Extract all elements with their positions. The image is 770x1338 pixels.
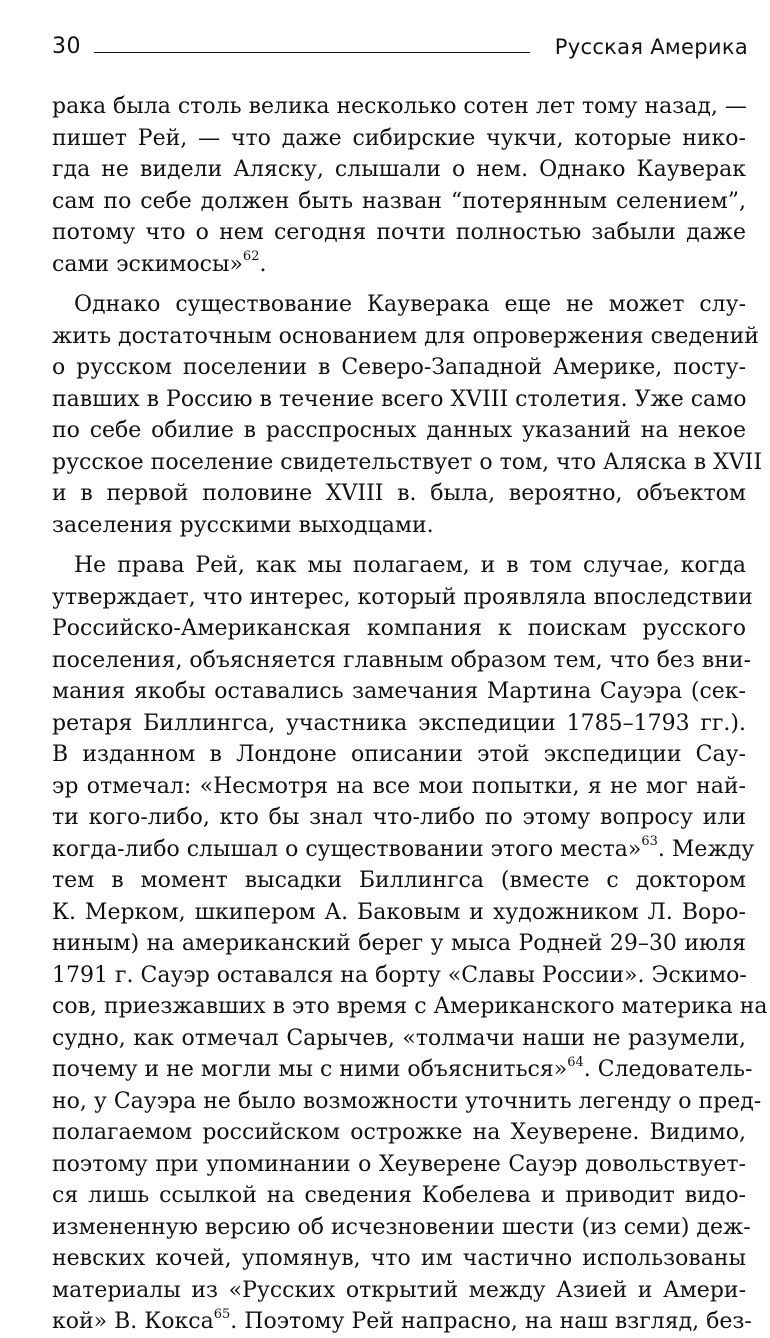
paragraph-gap (52, 541, 746, 550)
page-number: 30 (52, 34, 81, 59)
text-line (52, 550, 746, 582)
line-text-after-ref: . Поэтому Рей напрасно, на наш взгляд, без- (230, 1309, 752, 1334)
line-text: поселения, объясняется главным образом тем, что без вни- (52, 647, 752, 673)
line-text: потому что о нем сегодня почти полностью забыли даже (52, 220, 746, 245)
text-line (52, 217, 746, 249)
line-text: полагаемом российском острожке на Хеуверене. Видимо, (52, 1120, 746, 1145)
text-line (52, 739, 746, 771)
line-text: утверждает, что интерес, который проявляла впоследствии (52, 584, 753, 610)
line-text: заселения русскими выходцами. (52, 512, 434, 538)
line-text: невских кочей, упомянув, что им частично использованы (52, 1246, 746, 1271)
text-line (52, 249, 746, 281)
header-rule (94, 52, 530, 53)
text-line (52, 186, 746, 218)
line-text: Российско-Американская компания к поискам русского (52, 616, 746, 641)
footnote-ref: 65 (213, 1306, 231, 1322)
text-line (52, 321, 759, 353)
line-text: кой» В. Кокса (52, 1309, 214, 1334)
line-text: поэтому при упоминании о Хеуверене Сауэр довольствует- (52, 1151, 746, 1177)
paragraph (52, 91, 746, 280)
line-text: 1791 г. Сауэр оставался на борту «Славы России». Эскимо- (52, 962, 747, 988)
line-text: рака была столь велика несколько сотен лет тому назад, — (52, 94, 747, 119)
line-text-after-ref: . Следователь- (583, 1057, 753, 1082)
footnote-ref: 63 (641, 834, 658, 850)
line-text: сам по себе должен быть назван “потерянным селением”, (52, 188, 746, 214)
running-head (52, 32, 748, 66)
running-title: Русская Америка (554, 35, 748, 59)
line-text: когда-либо слышал о существовании этого места» (52, 836, 642, 862)
line-text: измененную версию об исчезновении шести (из семи) деж- (52, 1214, 751, 1240)
line-text: тем в момент высадки Биллингса (вместе с доктором (52, 868, 746, 893)
text-line (52, 771, 746, 803)
line-text: почему и не могли мы с ними объясниться» (52, 1057, 568, 1082)
line-text: В изданном в Лондоне описании этой экспедиции Сау- (52, 742, 746, 767)
text-line (52, 897, 746, 929)
text-line (52, 960, 746, 992)
line-text: русское поселение свидетельствует о том, что Аляска в XVII (52, 449, 763, 475)
text-line (52, 928, 746, 960)
paragraph (52, 550, 768, 1338)
line-text: жить достаточным основанием для опровержения сведений (52, 323, 759, 349)
text-line (52, 834, 755, 866)
text-line (52, 676, 746, 708)
text-line (52, 1054, 753, 1086)
line-text: по себе обилие в расспросных данных указаний на некое (52, 418, 746, 443)
line-text: судно, как отмечал Сарычев, «толмачи наши не разумели, (52, 1025, 746, 1051)
footnote-ref: 62 (242, 249, 260, 265)
text-line (52, 91, 746, 123)
text-line (52, 1212, 751, 1244)
text-line (52, 802, 746, 834)
paragraph-gap (52, 280, 746, 289)
line-text: Не права Рей, как мы полагаем, и в том случае, когда (74, 553, 746, 578)
text-line (52, 1023, 746, 1055)
line-text: сами эскимосы» (52, 251, 243, 277)
line-text: ниным) на американский берег у мыса Родней 29–30 июля (52, 931, 746, 956)
text-line (52, 384, 746, 416)
line-text: эр отмечал: «Несмотря на все мои попытки, я не мог най- (52, 773, 746, 799)
text-line (52, 645, 752, 677)
text-line (52, 154, 746, 186)
text-line (52, 1275, 746, 1307)
footnote-ref: 64 (567, 1054, 584, 1070)
line-text-after-ref: . Между (657, 836, 755, 862)
line-text-after-ref: . (259, 251, 267, 277)
text-line (52, 1243, 746, 1275)
text-line (52, 447, 763, 479)
text-line (52, 510, 746, 542)
text-line (52, 613, 746, 645)
text-line (52, 582, 753, 614)
line-text: павших в Россию в течение всего XVIII столетия. Уже само (52, 386, 747, 412)
text-line (52, 1086, 762, 1118)
line-text: материалы из «Русских открытий между Азией и Амери- (52, 1277, 746, 1303)
line-text: ся лишь ссылкой на сведения Кобелева и приводит видо- (52, 1183, 746, 1208)
text-line (52, 865, 746, 897)
paragraph (52, 289, 763, 541)
line-text: сов, приезжавших в это время с Американского материка на (52, 994, 768, 1019)
line-text: и в первой половине XVIII в. была, вероятно, объектом (52, 481, 746, 506)
text-line (52, 708, 746, 740)
line-text: Однако существование Кауверака еще не может слу- (74, 292, 746, 317)
text-line (52, 1149, 746, 1181)
line-text: ретаря Биллингса, участника экспедиции 1785–1793 гг.). (52, 710, 746, 736)
text-line (52, 991, 768, 1023)
text-line (52, 123, 746, 155)
line-text: пишет Рей, — что даже сибирские чукчи, которые нико- (52, 125, 746, 151)
text-line (52, 352, 746, 384)
text-line (52, 1117, 746, 1149)
line-text: мания якобы оставались замечания Мартина Сауэра (сек- (52, 679, 746, 704)
line-text: ти кого-либо, кто бы знал что-либо по этому вопросу или (52, 805, 746, 830)
line-text: но, у Сауэра не было возможности уточнить легенду о пред- (52, 1088, 762, 1114)
text-line (52, 478, 746, 510)
line-text: К. Мерком, шкипером А. Баковым и художником Л. Воро- (52, 899, 746, 925)
text-line (52, 1306, 752, 1338)
text-line (52, 1180, 746, 1212)
line-text: о русском поселении в Северо-Западной Америке, посту- (52, 355, 746, 380)
body-text (52, 91, 768, 1338)
text-line (52, 415, 746, 447)
line-text: гда не видели Аляску, слышали о нем. Однако Кауверак (52, 157, 746, 182)
text-line (52, 289, 746, 321)
